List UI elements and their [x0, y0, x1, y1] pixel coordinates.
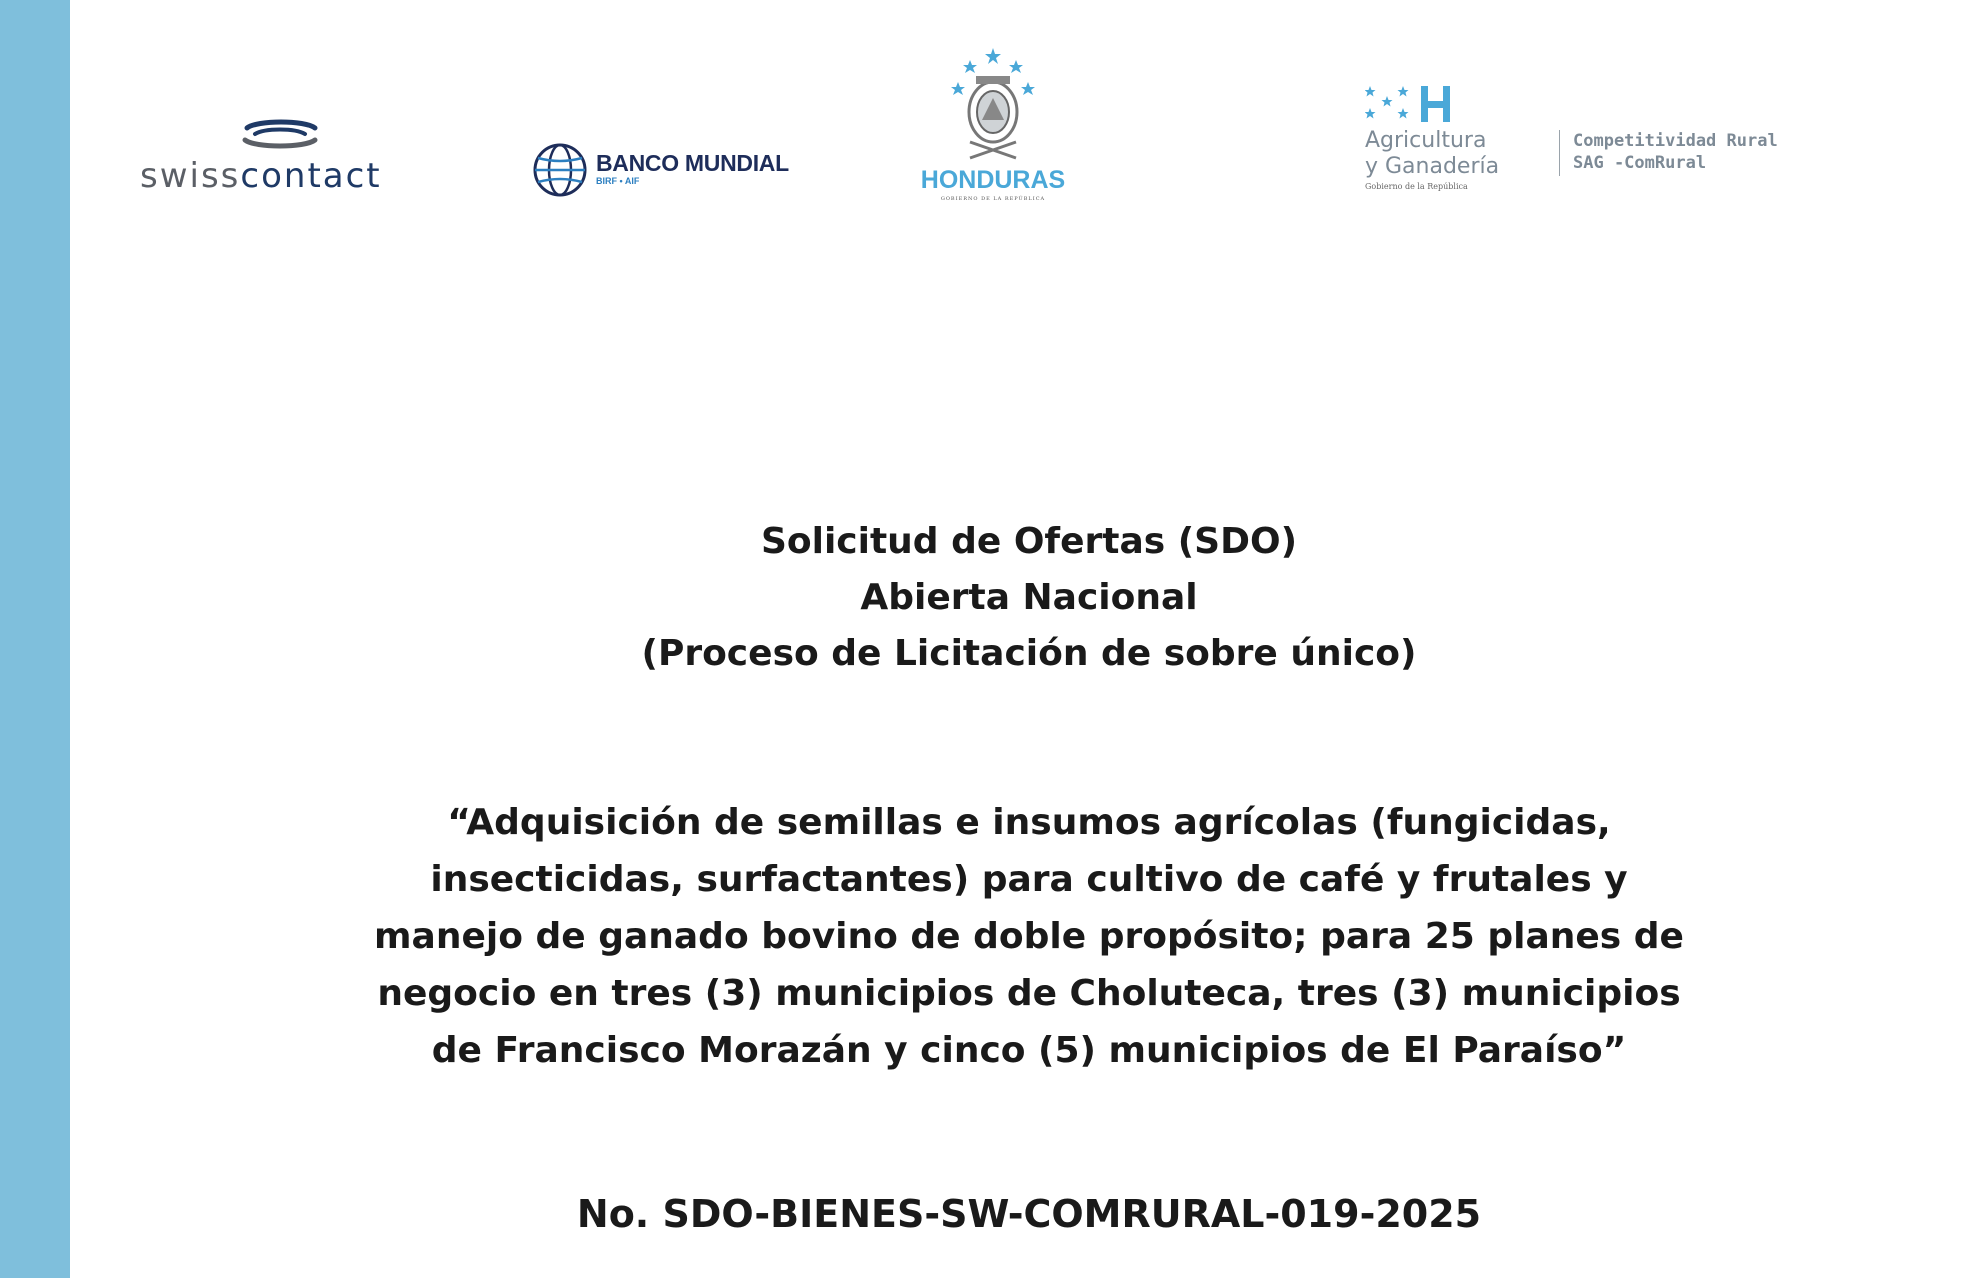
banco-mundial-name: BANCO MUNDIAL — [596, 150, 789, 176]
description-line-5: de Francisco Morazán y cinco (5) municipios de El Paraíso” — [431, 1030, 1627, 1071]
sag-name — [1365, 128, 1499, 180]
sag-government-label: Gobierno de la República — [1365, 182, 1468, 191]
sag-divider — [1559, 130, 1560, 176]
swisscontact-text-contact: contact — [240, 156, 382, 196]
honduras-name: HONDURAS — [920, 166, 1066, 194]
title-line-1: Solicitud de Ofertas (SDO) — [760, 521, 1298, 562]
description-line-2: insecticidas, surfactantes) para cultivo de café y frutales y — [430, 859, 1628, 900]
title-line-3: (Proceso de Licitación de sobre único) — [641, 633, 1417, 674]
description-line-3: manejo de ganado bovino de doble propósito; para 25 planes de — [374, 916, 1684, 957]
coat-of-arms-icon — [948, 46, 1038, 166]
sag-program-line1: Competitividad Rural — [1573, 131, 1778, 151]
swisscontact-swirl-icon — [235, 118, 325, 150]
sag-program-line2: SAG -ComRural — [1573, 153, 1707, 173]
swisscontact-text-swiss: swiss — [140, 156, 241, 196]
procurement-description — [70, 794, 1988, 1079]
swisscontact-logo — [140, 118, 420, 198]
sag-program-name — [1573, 130, 1778, 174]
sag-comrural-logo — [1365, 84, 1865, 204]
title-line-2: Abierta Nacional — [860, 577, 1198, 618]
banco-mundial-logo — [532, 138, 812, 202]
honduras-logo — [910, 46, 1080, 206]
honduras-subtitle: GOBIERNO DE LA REPÚBLICA — [940, 196, 1046, 202]
description-line-1: “Adquisición de semillas e insumos agrícolas (fungicidas, — [447, 802, 1611, 843]
document-title — [70, 514, 1988, 682]
sag-name-line1: Agricultura — [1365, 128, 1487, 153]
sag-name-line2: y Ganadería — [1365, 154, 1500, 179]
banco-mundial-subtitle: BIRF • AIF — [596, 176, 640, 186]
document-number: No. SDO-BIENES-SW-COMRURAL-019-2025 — [576, 1192, 1482, 1236]
stars-h-icon — [1365, 84, 1475, 126]
swisscontact-wordmark — [140, 156, 382, 196]
description-line-4: negocio en tres (3) municipios de Choluteca, tres (3) municipios — [377, 973, 1681, 1014]
globe-icon — [532, 142, 588, 198]
header-logos — [0, 0, 1988, 260]
